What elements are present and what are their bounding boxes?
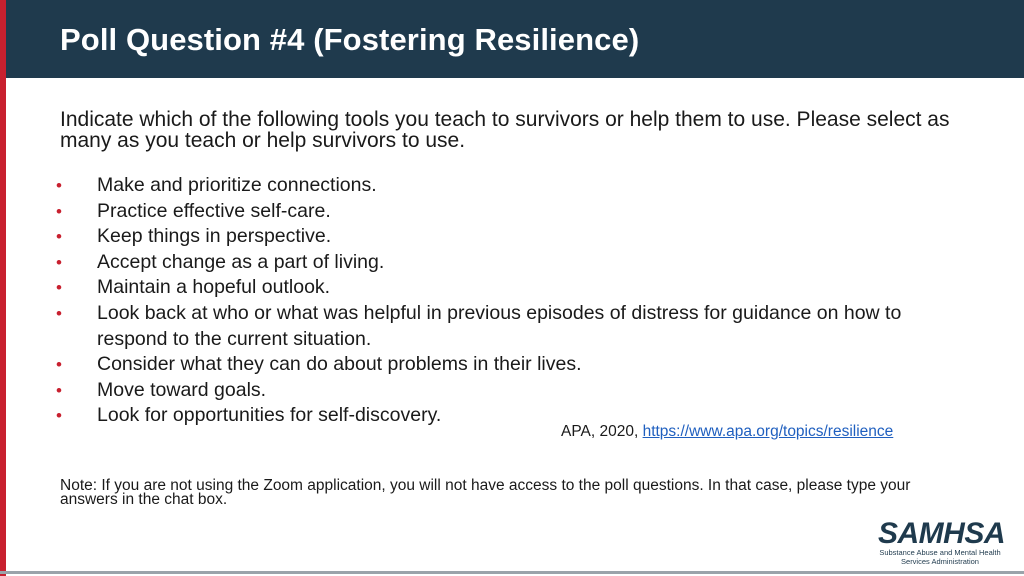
bullet-icon: • [56,227,62,247]
logo-subtitle-line1: Substance Abuse and Mental Health [879,548,1001,557]
list-item-text: Consider what they can do about problems in their lives. [97,353,582,376]
left-accent-bar [0,0,6,576]
list-item-text: Look for opportunities for self-discovery. [97,404,442,427]
zoom-note: Note: If you are not using the Zoom application, you will not have access to the poll questions. In that case, please type your answers in the chat box. [60,477,911,508]
bullet-icon: • [56,252,62,272]
bullet-icon: • [56,303,62,323]
resilience-tools-list [56,173,936,429]
list-item [56,224,936,250]
bullet-icon: • [56,355,62,375]
list-item-text: Keep things in perspective. [97,225,332,248]
citation-text: APA, 2020, [561,423,643,440]
list-item [56,199,936,225]
bullet-icon: • [56,406,62,426]
logo-subtitle-line2: Services Administration [901,557,979,566]
list-item [56,275,936,301]
list-item-text: Look back at who or what was helpful in previous episodes of distress for guidance on how to respond to the current situation. [97,301,902,350]
samhsa-logo [878,517,1006,568]
bullet-icon: • [56,176,62,195]
list-item [56,173,936,199]
list-item [56,301,936,352]
list-item-text: Accept change as a part of living. [97,250,385,273]
slide-header [6,0,1024,78]
list-item [56,378,936,404]
list-item [56,250,936,276]
bottom-divider [0,571,1024,574]
list-item [56,352,936,378]
list-item-text: Maintain a hopeful outlook. [97,276,331,299]
citation [561,423,893,441]
list-item-text: Make and prioritize connections. [97,174,377,196]
bullet-icon: • [56,278,62,298]
bullet-icon: • [56,380,62,400]
slide-title: Poll Question #4 (Fostering Resilience) [60,22,640,57]
citation-link[interactable]: https://www.apa.org/topics/resilience [642,423,894,440]
logo-wordmark: SAMHSA [878,517,1006,550]
list-item-text: Move toward goals. [97,378,267,401]
intro-text: Indicate which of the following tools you teach to survivors or help them to use. Please select as many as you teach or help survivors to use. [60,108,950,152]
bullet-icon: • [56,201,62,221]
list-item-text: Practice effective self-care. [97,199,331,222]
